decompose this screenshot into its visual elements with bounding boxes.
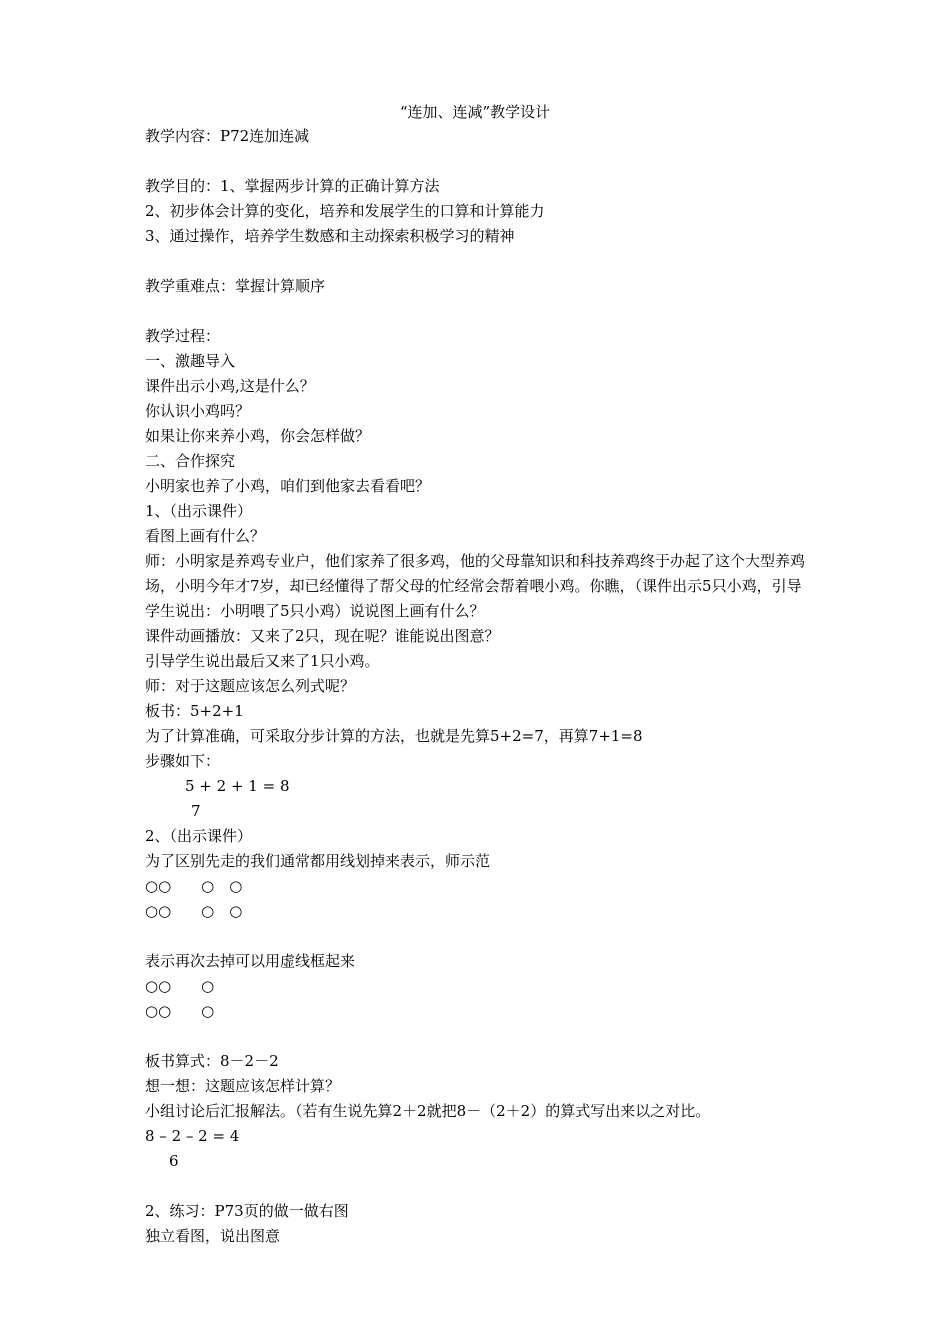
text-line: 1、（出示课件） [145,502,253,520]
text-line: 表示再次去掉可以用虚线框起来 [145,952,356,970]
blank-line [145,1024,815,1049]
key-point-line: 教学重难点：掌握计算顺序 [145,277,326,295]
text-line: 小组讨论后汇报解法。（若有生说先算2＋2就把8－（2＋2）的算式写出来以之对比。 [145,1102,711,1120]
text-line: 师：对于这题应该怎么列式呢？ [145,677,356,695]
text-line: 看图上画有什么？ [145,527,266,545]
text-line: 课件动画播放：又来了2只，现在呢？谁能说出图意？ [145,627,500,645]
circle-diagram-row: ○○ ○ ○ [145,877,243,895]
circle-diagram-row: ○○ ○ ○ [145,902,243,920]
blank-line [145,149,815,174]
equation-line: 8 – 2 – 2 = 4 [145,1127,240,1145]
text-line: 独立看图，说出图意 [145,1227,281,1245]
blank-line [145,1174,815,1199]
text-line: 为了计算准确，可采取分步计算的方法，也就是先算5+2=7，再算7+1=8 [145,727,643,745]
text-line: 你认识小鸡吗？ [145,402,251,420]
section-heading: 二、合作探究 [145,452,236,470]
circle-diagram-row: ○○ ○ [145,977,215,995]
text-line: 2、（出示课件） [145,827,253,845]
content-line: 教学内容：P72连加连减 [145,127,310,145]
text-line: 板书算式：8－2－2 [145,1052,279,1070]
text-line: 2、练习：P73页的做一做右图 [145,1202,349,1220]
intermediate-result: 7 [191,802,201,820]
objective-line: 教学目的：1、掌握两步计算的正确计算方法 [145,177,440,195]
equation-line: 5 + 2 + 1 = 8 [185,777,290,795]
blank-line [145,299,815,324]
text-line: 课件出示小鸡,这是什么？ [145,377,315,395]
text-line: 板书：5+2+1 [145,702,244,720]
process-heading: 教学过程： [145,327,221,345]
document-title: “连加、连减”教学设计 [399,103,551,121]
text-line: 步骤如下： [145,752,221,770]
blank-line [145,249,815,274]
blank-line [145,924,815,949]
objective-line: 2、初步体会计算的变化，培养和发展学生的口算和计算能力 [145,202,545,220]
paragraph: 师：小明家是养鸡专业户，他们家养了很多鸡，他的父母靠知识和科技养鸡终于办起了这个大型养鸡场，小明今年才7岁，却已经懂得了帮父母的忙经常会帮着喂小鸡。你瞧，（课件出示5只小鸡，引导学生说出：小明喂了5只小鸡）说说图上画有什么？ [145,552,806,620]
objective-line: 3、通过操作，培养学生数感和主动探索积极学习的精神 [145,227,515,245]
document-body [145,124,815,1249]
text-line: 为了区别先走的我们通常都用线划掉来表示，师示范 [145,852,491,870]
text-line: 小明家也养了小鸡，咱们到他家去看看吧？ [145,477,431,495]
text-line: 如果让你来养小鸡，你会怎样做？ [145,427,371,445]
text-line: 想一想：这题应该怎样计算？ [145,1077,341,1095]
circle-diagram-row: ○○ ○ [145,1002,215,1020]
intermediate-result: 6 [169,1152,179,1170]
text-line: 引导学生说出最后又来了1只小鸡。 [145,652,380,670]
section-heading: 一、激趣导入 [145,352,236,370]
